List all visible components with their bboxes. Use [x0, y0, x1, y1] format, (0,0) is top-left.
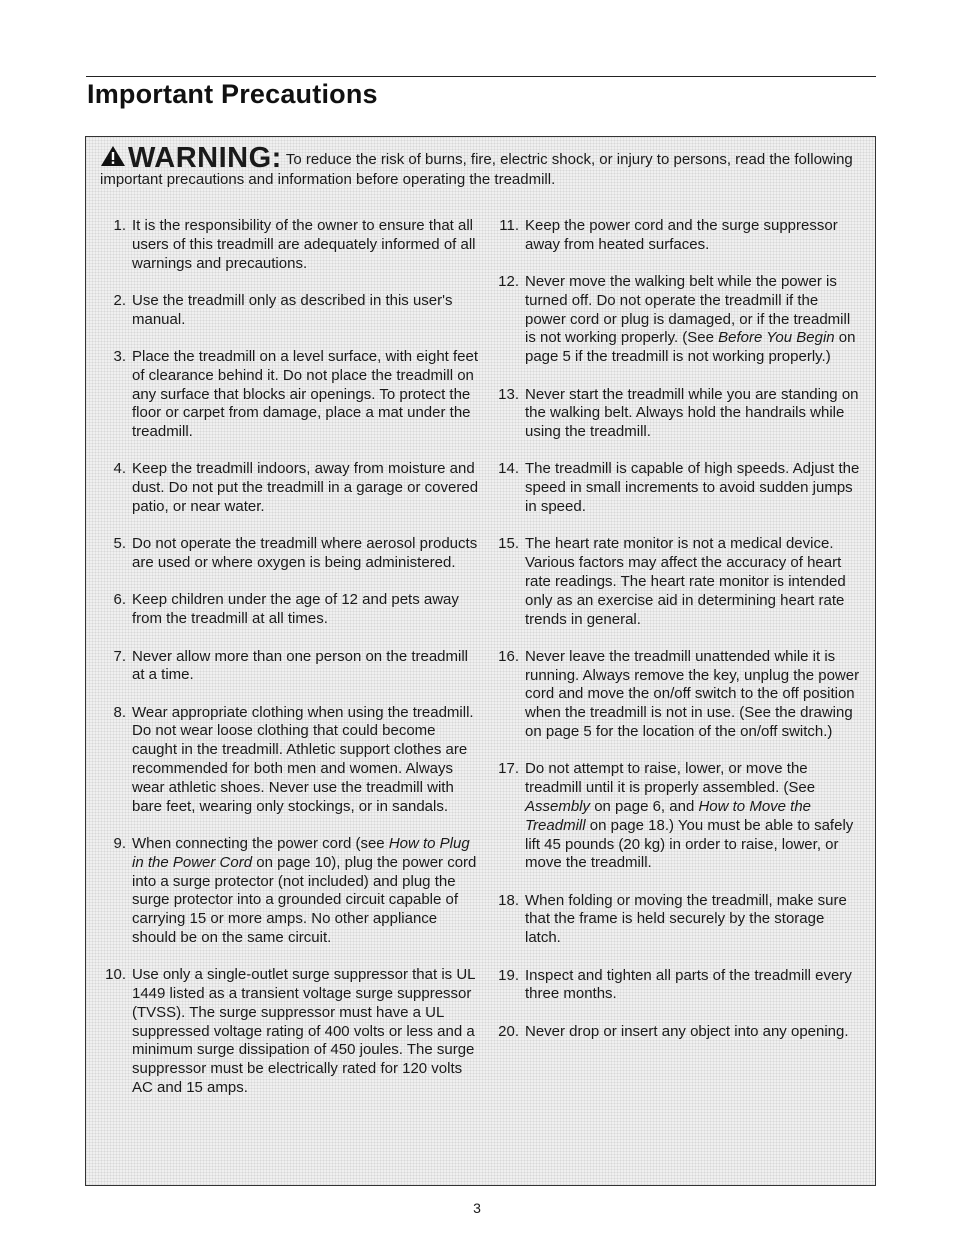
item-number: 10. — [105, 966, 126, 984]
page-title: Important Precautions — [87, 79, 378, 109]
item-text-part: on page 6, and — [590, 797, 699, 815]
item-number: 14. — [498, 460, 519, 478]
item-text: Use the treadmill only as described in this user's manual. — [132, 291, 453, 328]
item-number: 11. — [499, 217, 519, 234]
list-item — [491, 273, 863, 367]
item-number: 7. — [113, 647, 126, 665]
warning-triangle-icon — [100, 145, 126, 171]
item-text — [132, 835, 480, 948]
list-item — [491, 892, 863, 948]
item-number: 13. — [498, 385, 519, 403]
list-item — [100, 348, 480, 442]
cross-reference: How to Move the Treadmill — [525, 797, 812, 834]
list-item — [100, 460, 480, 516]
item-number: 8. — [113, 703, 126, 721]
warning-box — [85, 136, 876, 1186]
item-number: 18. — [498, 891, 519, 909]
warning-header — [100, 142, 865, 188]
item-number: 12. — [498, 273, 519, 291]
item-text-part: on page 18.) You must be able to safely lift 45 pounds (20 kg) in order to raise, lower, or move the treadmill. — [525, 816, 854, 872]
item-number: 17. — [498, 760, 519, 778]
item-text-part: Do not attempt to raise, lower, or move the treadmill until it is properly assembled. (See — [525, 760, 816, 797]
item-number: 15. — [498, 535, 519, 553]
list-item — [491, 1023, 863, 1042]
list-item — [100, 217, 480, 273]
item-number: 6. — [113, 591, 126, 609]
warning-intro: To reduce the risk of burns, fire, electric shock, or injury to persons, read the following important precautions and information before operating the treadmill. — [100, 151, 853, 188]
item-number: 4. — [113, 460, 126, 478]
precautions-right-column — [491, 217, 863, 1060]
warning-label: WARNING: — [128, 142, 282, 174]
page-number: 3 — [473, 1200, 481, 1216]
item-text: It is the responsibility of the owner to ensure that all users of this treadmill are adequately informed of all warnings and precautions. — [132, 217, 476, 272]
list-item — [491, 217, 863, 255]
item-number: 2. — [113, 291, 126, 309]
list-item — [491, 760, 863, 873]
item-text: Never allow more than one person on the treadmill at a time. — [132, 647, 469, 684]
item-text-part: on page 10), plug the power cord into a surge protector (not included) and plug the surge protector into a grounded circuit capable of carrying 15 or more amps. No other appliance should be on the same circuit. — [132, 853, 477, 946]
list-item — [100, 835, 480, 948]
item-text-part: Never move the walking belt while the power is turned off. Do not operate the treadmill if the power cord or plug is damaged, or if the treadmill is not working properly. (See — [525, 273, 851, 347]
precautions-left-column — [100, 217, 480, 1116]
item-text-part: on page 5 if the treadmill is not working properly.) — [525, 329, 856, 366]
item-number: 20. — [498, 1022, 519, 1040]
item-number: 9. — [113, 834, 126, 852]
list-item — [491, 967, 863, 1005]
item-number: 5. — [113, 535, 126, 553]
item-text — [525, 273, 863, 367]
header-rule — [86, 76, 876, 77]
list-item — [100, 292, 480, 330]
item-text: When folding or moving the treadmill, make sure that the frame is held securely by the storage latch. — [525, 891, 847, 947]
item-text: Wear appropriate clothing when using the treadmill. Do not wear loose clothing that could become caught in the treadmill. Athletic support clothes are recommended for both men and women. Always wear athletic shoes. Never use the treadmill with bare feet, wearing only stockings, or in sandals. — [132, 703, 474, 815]
item-number: 16. — [498, 647, 519, 665]
list-item — [491, 386, 863, 442]
item-text: Never leave the treadmill unattended while it is running. Always remove the key, unplug the power cord and move the on/off switch to the off position when the treadmill is not in use. (See the drawing on page 5 for the location of the on/off switch.) — [525, 647, 860, 741]
item-number: 3. — [113, 347, 126, 365]
cross-reference: How to Plug in the Power Cord — [132, 834, 470, 871]
item-text: Keep the treadmill indoors, away from moisture and dust. Do not put the treadmill in a garage or covered patio, or near water. — [132, 460, 479, 516]
item-text-part: When connecting the power cord (see — [132, 834, 389, 852]
item-text: Never start the treadmill while you are standing on the walking belt. Always hold the handrails while using the treadmill. — [525, 385, 859, 441]
cross-reference: Before You Begin — [718, 329, 835, 347]
item-text: Keep the power cord and the surge suppressor away from heated surfaces. — [525, 217, 838, 253]
item-text: The heart rate monitor is not a medical device. Various factors may affect the accuracy of heart rate readings. The heart rate monitor is intended only as an exercise aid in determining heart rate trends in general. — [525, 535, 846, 628]
item-number: 1. — [113, 217, 126, 234]
list-item — [491, 648, 863, 742]
item-text: Place the treadmill on a level surface, with eight feet of clearance behind it. Do not place the treadmill on any surface that blocks air openings. To protect the floor or carpet from damage, place a mat under the treadmill. — [132, 347, 479, 441]
item-text: Never drop or insert any object into any opening. — [525, 1022, 849, 1040]
item-text: Inspect and tighten all parts of the treadmill every three months. — [525, 966, 852, 1003]
list-item — [100, 966, 480, 1098]
item-text: Use only a single-outlet surge suppressor that is UL 1449 listed as a transient voltage surge suppressor (TVSS). The surge suppressor must have a UL suppressed voltage rating of 400 volts or less and a minimum surge dissipation of 450 joules. The surge suppressor must be electrically rated for 120 volts AC and 15 amps. — [132, 966, 475, 1096]
list-item — [100, 535, 480, 573]
list-item — [100, 704, 480, 817]
item-text: Do not operate the treadmill where aerosol products are used or where oxygen is being administered. — [132, 535, 478, 572]
item-number: 19. — [498, 966, 519, 984]
item-text: Keep children under the age of 12 and pets away from the treadmill at all times. — [132, 591, 459, 628]
list-item — [100, 648, 480, 686]
list-item — [491, 460, 863, 516]
list-item — [491, 535, 863, 629]
list-item — [100, 591, 480, 629]
item-text — [525, 760, 863, 873]
cross-reference: Assembly — [525, 797, 591, 815]
item-text: The treadmill is capable of high speeds. Adjust the speed in small increments to avoid sudden jumps in speed. — [525, 460, 860, 516]
